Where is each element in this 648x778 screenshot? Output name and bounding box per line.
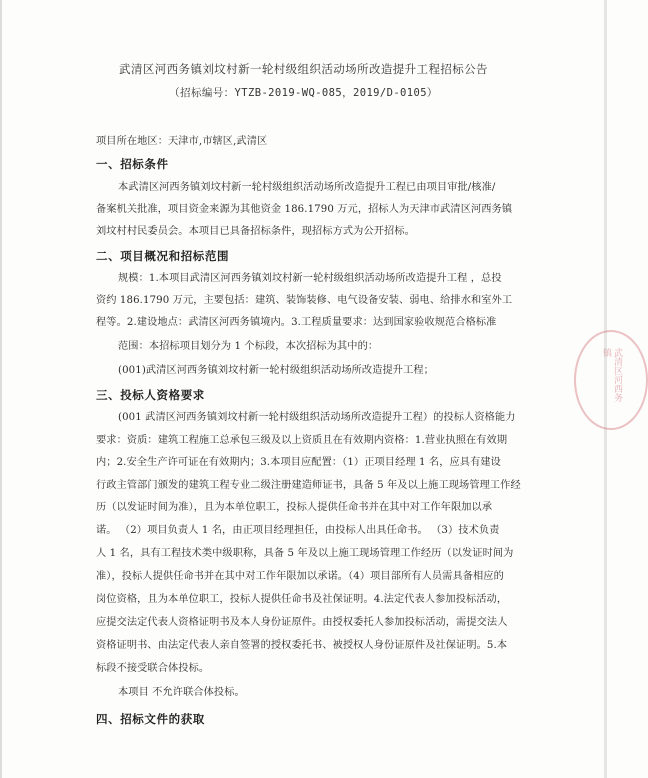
paragraph-line: 诺。 （2）项目负责人 1 名，由正项目经理担任，由投标人出具任命书。 （3）技术负责 — [96, 525, 500, 536]
paragraph-line: 刘坟村村民委员会。本项目已具备招标条件，现招标方式为公开招标。 — [96, 226, 415, 237]
paragraph-line: 要求：资质：建筑工程施工总承包三级及以上资质且在有效期内资格：1.营业执照在有效期 — [96, 435, 508, 446]
paragraph-line: (001)武清区河西务镇刘坟村新一轮村级组织活动场所改造提升工程； — [118, 365, 434, 376]
paragraph-line: 准），投标人提供任命书并在其中对工作年限加以承诺。（4）项目部所有人员需具备相应的 — [96, 571, 504, 582]
paragraph-line: 内；2.安全生产许可证在有效期内；3.本项目应配置：（1）正项目经理 1 名，应具有建设 — [96, 457, 501, 468]
scan-edge-left — [0, 0, 2, 778]
paragraph-line: 应提交法定代表人资格证明书及本人身份证原件。由授权委托人参加投标活动，需提交法人 — [96, 617, 508, 628]
paragraph-line: 岗位资格，且为本单位职工，投标人提供任命书及社保证明。4.法定代表人参加投标活动， — [96, 594, 508, 605]
paragraph-line: (001 武清区河西务镇刘坟村新一轮村级组织活动场所改造提升工程）的投标人资格能力 — [118, 412, 516, 423]
section-heading-2: 二、项目概况和招标范围 — [96, 249, 230, 263]
paragraph-line: 历（以发证时间为准），且为本单位职工，投标人提供任命书并在其中对工作年限加以承 — [96, 502, 493, 513]
document-title: 武清区河西务镇刘坟村新一轮村级组织活动场所改造提升工程招标公告 — [119, 62, 488, 76]
paragraph-line: 备案机关批准，项目资金来源为其他资金 186.1790 万元，招标人为天津市武清区河西务镇 — [96, 204, 513, 215]
section-heading-1: 一、招标条件 — [96, 157, 169, 171]
section-heading-3: 三、投标人资格要求 — [96, 388, 205, 402]
paragraph-line: 本项目 不允许联合体投标。 — [118, 687, 245, 698]
paragraph-line: 行政主管部门颁发的建筑工程专业二级注册建造师证书，具备 5 年及以上施工现场管理工作经 — [96, 480, 521, 491]
paragraph-line: 规模：1.本项目武清区河西务镇刘坟村新一轮村级组织活动场所改造提升工程 ，总投 — [118, 273, 502, 284]
paragraph-line: 本武清区河西务镇刘坟村新一轮村级组织活动场所改造提升工程已由项目审批/核准/ — [118, 182, 496, 193]
paragraph-line: 资格证明书、由法定代表人亲自签署的授权委托书、被授权人身份证原件及社保证明。5.本 — [96, 640, 508, 651]
paragraph-line: 标段不接受联合体投标。 — [96, 663, 210, 674]
paragraph-line: 人 1 名，具有工程技术类中级职称，具备 5 年及以上施工现场管理工作经历（以发证时间为 — [96, 548, 514, 559]
section-heading-4: 四、招标文件的获取 — [96, 712, 205, 726]
seal-text: 武清区河西务镇 — [601, 348, 622, 402]
paragraph-line: 资约 186.1790 万元，主要包括：建筑、装饰装修、电气设备安装、弱电、给排水和室外工 — [96, 295, 513, 306]
project-location: 项目所在地区：天津市,市辖区,武清区 — [96, 136, 268, 147]
paragraph-line: 范围：本招标项目划分为 1 个标段，本次招标为其中的： — [118, 341, 379, 352]
tender-number: （招标编号：YTZB-2019-WQ-085，2019/D-0105） — [169, 87, 438, 99]
paragraph-line: 程等。2.建设地点：武清区河西务镇境内。3.工程质量要求：达到国家验收规范合格标准 — [96, 317, 497, 328]
